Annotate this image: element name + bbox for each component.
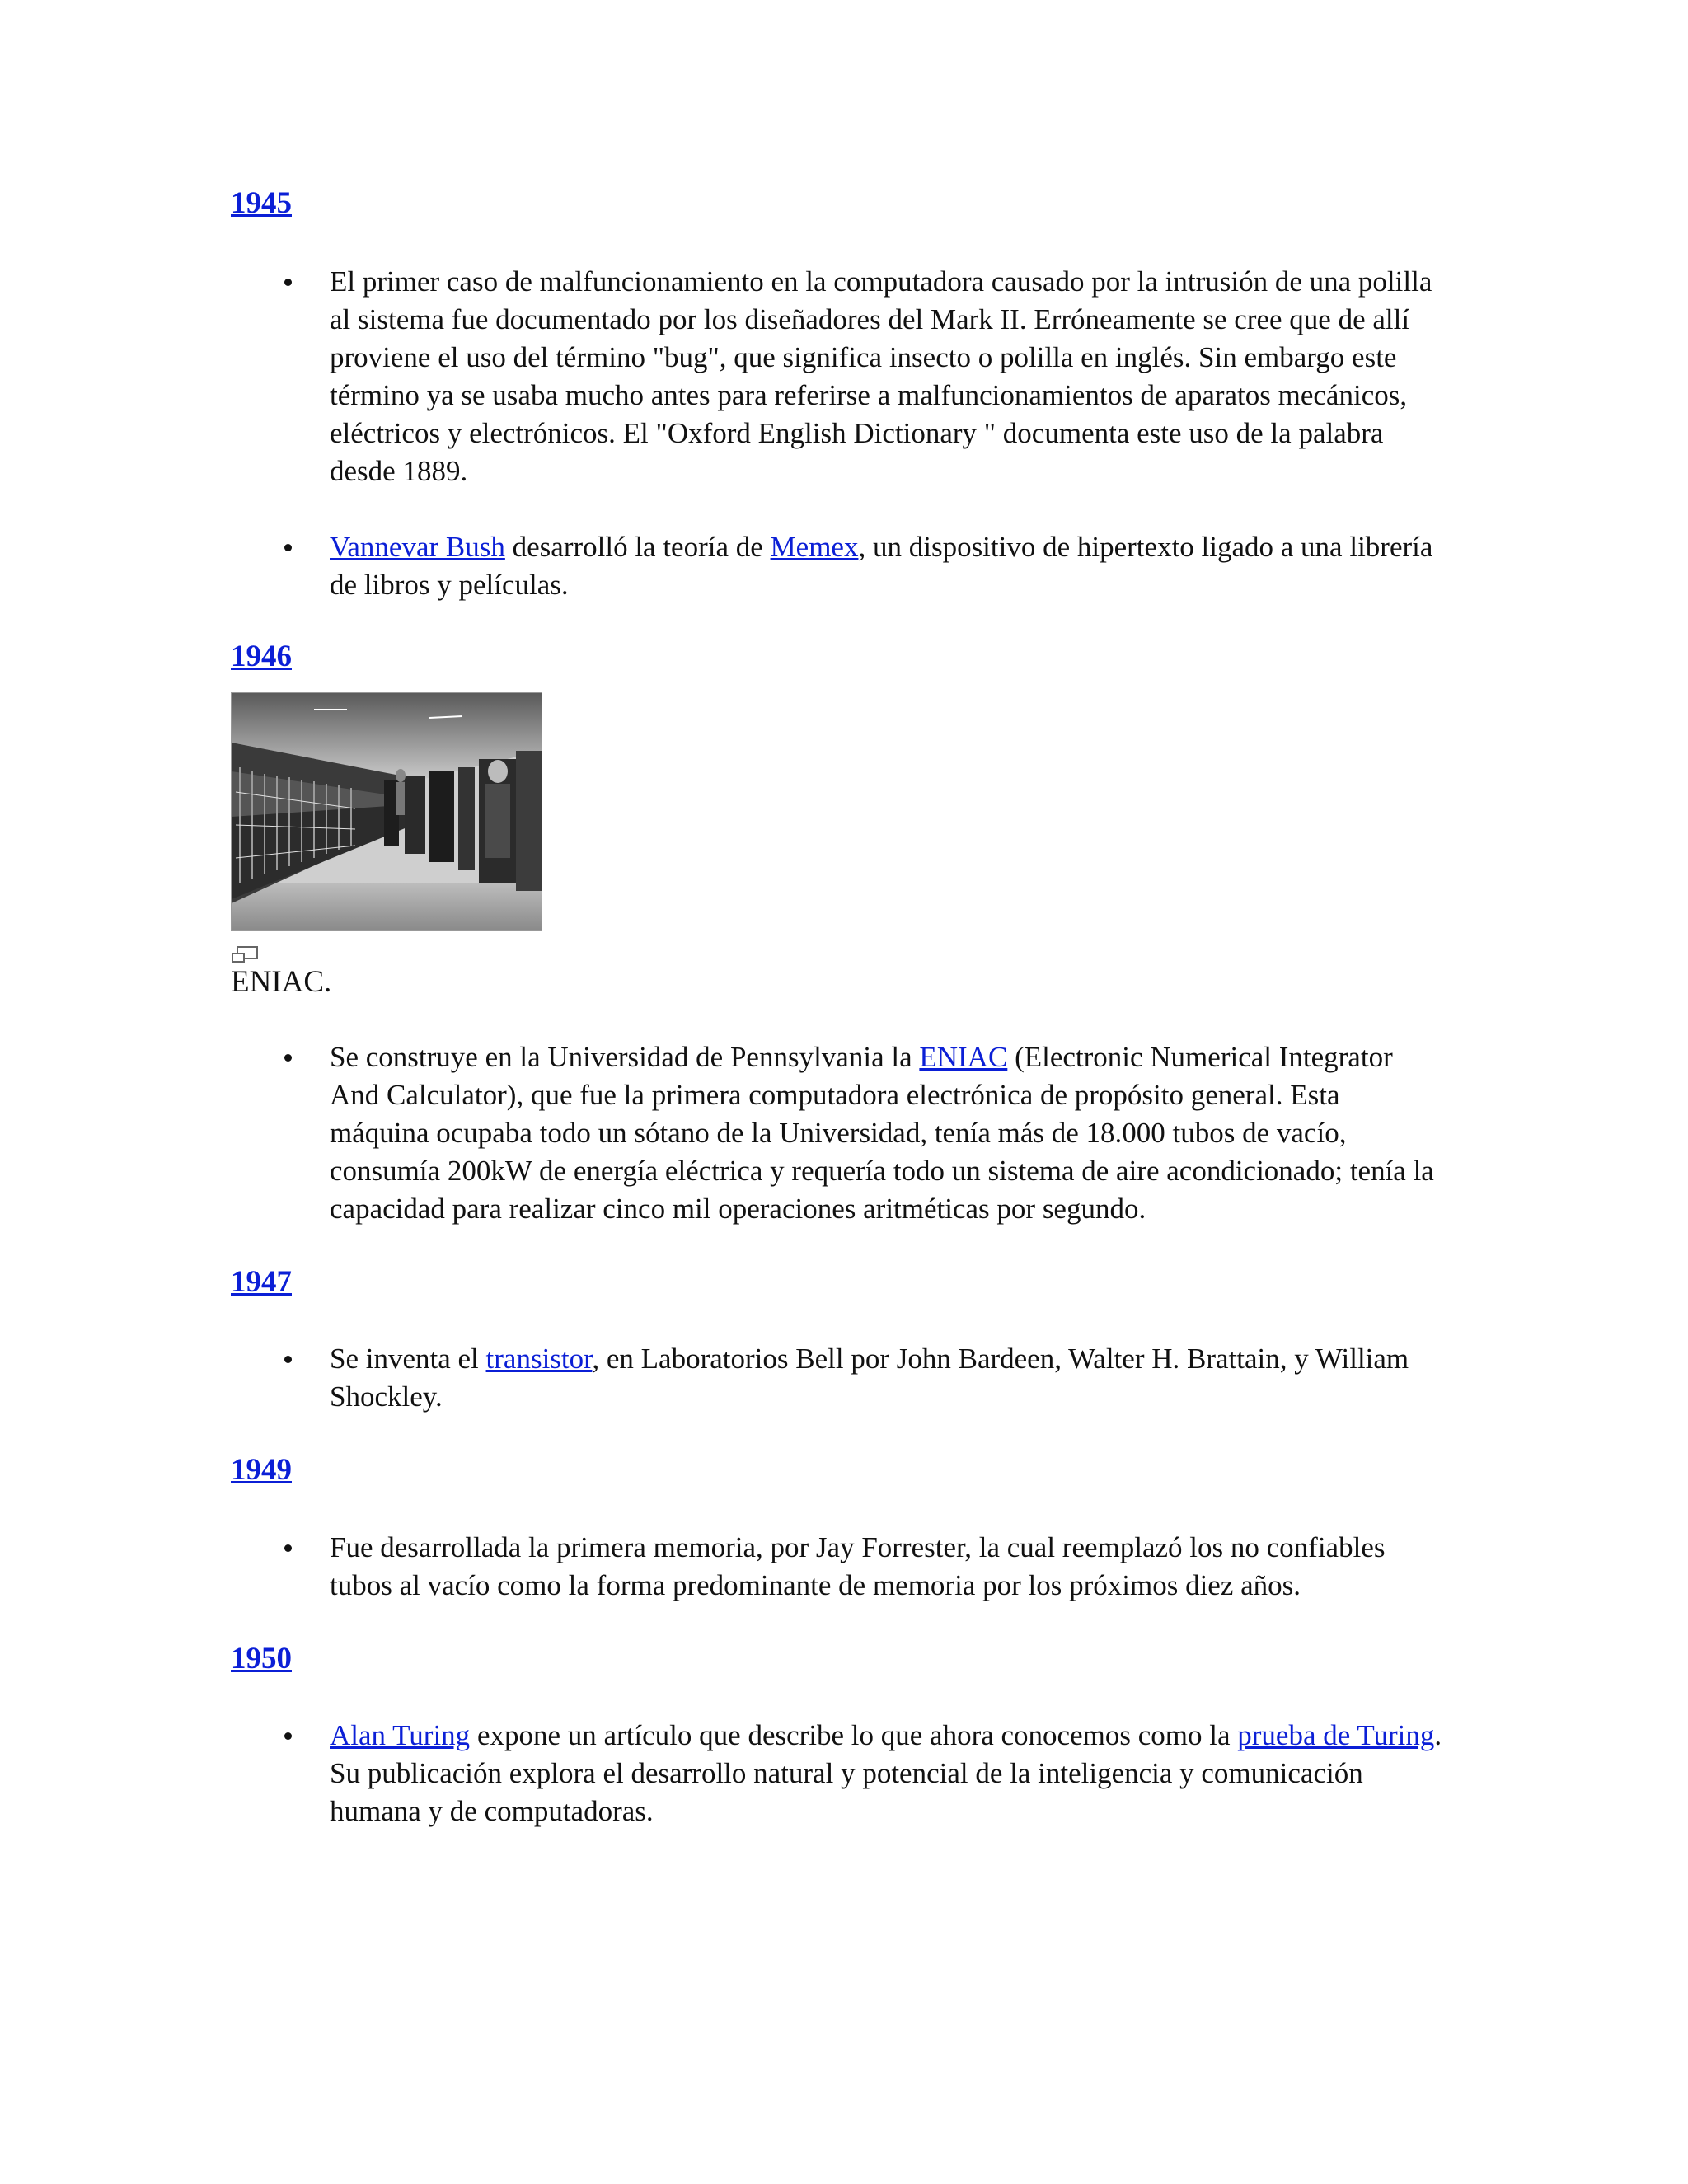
- item-text: (Electronic Numerical Integrator And Calculator), que fue la primera computadora electrónica de propósito general. Esta máquina ocupaba todo un sótano de la Universidad, tenía más de 18.000 tubos de vacío, consumía 200kW de energía eléctrica y requería todo un sistema de aire acondicionado; tenía la capacidad para realizar cinco mil operaciones aritméticas por segundo.: [330, 1040, 1434, 1225]
- turing-test-link[interactable]: prueba de Turing: [1237, 1718, 1435, 1751]
- section-1945: [231, 185, 1451, 604]
- item-text: , en Laboratorios Bell por John Bardeen, Walter H. Brattain, y William Shockley.: [330, 1343, 1409, 1413]
- item-text: desarrolló la teoría de: [504, 531, 771, 564]
- alan-turing-link[interactable]: Alan Turing: [330, 1718, 471, 1751]
- memex-link[interactable]: Memex: [770, 531, 859, 564]
- year-link-1950[interactable]: 1950: [231, 1641, 292, 1675]
- enlarge-image-icon[interactable]: [231, 944, 262, 964]
- item-list-1947: [231, 1340, 1451, 1416]
- section-1947: [231, 1264, 1451, 1416]
- transistor-link[interactable]: transistor: [485, 1343, 593, 1376]
- year-link-1945[interactable]: 1945: [231, 186, 292, 220]
- list-item: [231, 1340, 1442, 1416]
- item-text: expone un artículo que describe lo que ahora conocemos como la: [470, 1718, 1238, 1751]
- eniac-link[interactable]: ENIAC: [919, 1040, 1008, 1073]
- vannevar-bush-link[interactable]: Vannevar Bush: [330, 531, 505, 564]
- list-item: [231, 1038, 1442, 1228]
- image-caption: ENIAC.: [231, 964, 332, 999]
- item-text: Se construye en la Universidad de Pennsylvania la: [330, 1040, 920, 1073]
- section-1946: [231, 639, 1451, 1227]
- item-text: . Su publicación explora el desarrollo natural y potencial de la inteligencia y comunicación humana y de computadoras.: [330, 1718, 1442, 1827]
- year-link-1946[interactable]: 1946: [231, 640, 292, 674]
- list-item: [231, 1717, 1442, 1830]
- list-item: El primer caso de malfuncionamiento en la computadora causado por la intrusión de una polilla al sistema fue documentado por los diseñadores del Mark II. Erróneamente se cree que de allí proviene el uso del término "bug", que significa insecto o polilla en inglés. Sin embargo este término ya se usaba mucho antes para referirse a malfuncionamientos de aparatos mecánicos, eléctricos y electrónicos. El "Oxford English Dictionary " documenta este uso de la palabra desde 1889.: [231, 263, 1442, 490]
- item-list-1945: [231, 263, 1451, 604]
- item-list-1949: [231, 1529, 1451, 1605]
- eniac-photo: [231, 692, 542, 931]
- year-link-1949[interactable]: 1949: [231, 1453, 292, 1488]
- item-list-1950: [231, 1717, 1451, 1830]
- list-item: Fue desarrollada la primera memoria, por Jay Forrester, la cual reemplazó los no confiables tubos al vacío como la forma predominante de memoria por los próximos diez años.: [231, 1529, 1442, 1605]
- eniac-figure: [231, 692, 1451, 1001]
- item-text: , un dispositivo de hipertexto ligado a una librería de libros y películas.: [330, 531, 1433, 602]
- document-page: [231, 185, 1451, 1830]
- list-item: [231, 528, 1442, 604]
- section-1950: [231, 1641, 1451, 1830]
- year-link-1947[interactable]: 1947: [231, 1264, 292, 1299]
- section-1949: [231, 1452, 1451, 1604]
- item-text: Se inventa el: [330, 1343, 486, 1376]
- item-list-1946: [231, 1038, 1451, 1228]
